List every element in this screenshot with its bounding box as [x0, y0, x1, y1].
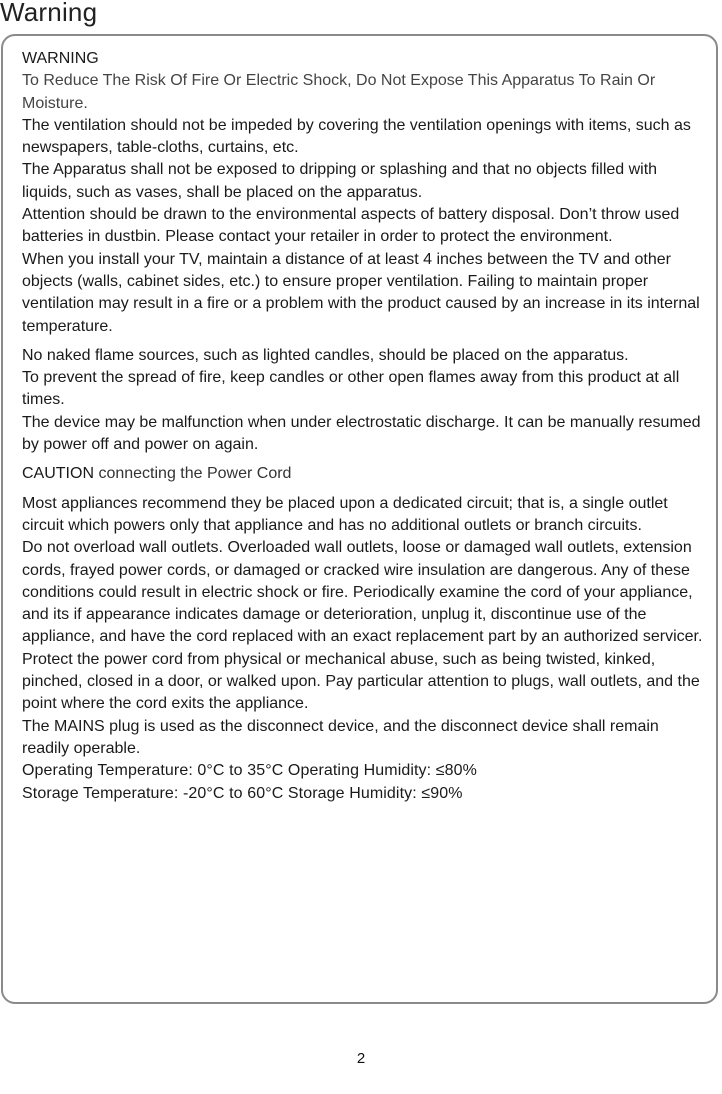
caution-heading: CAUTION	[22, 465, 94, 483]
warning-paragraph: The Apparatus shall not be exposed to dripping or splashing and that no objects filled with liquids, such as vases, shall be placed on the apparatus.	[22, 161, 658, 201]
caution-paragraph: The MAINS plug is used as the disconnect device, and the disconnect device shall remain readily operable.	[22, 717, 659, 757]
caution-paragraph: Do not overload wall outlets. Overloaded wall outlets, loose or damaged wall outlets, extension cords, frayed power cords, or damaged or cracked wire insulation are dangerous. Any of these conditions could result in electric shock or fire. Periodically examine the cord of your appliance, and its if appearance indicates damage or deterioration, unplug it, discontinue use of the appliance, and have the cord replaced with an exact replacement part by an authorized servicer. Protect the power cord from physical or mechanical abuse, such as being twisted, kinked, pinched, closed in a door, or walked upon. Pay particular attention to plugs, wall outlets, and the point where the cord exits the appliance.	[22, 539, 703, 713]
storage-conditions: Storage Temperature: -20°C to 60°C Storage Humidity: ≤90%	[22, 784, 463, 802]
page-number: 2	[356, 1050, 366, 1067]
warning-paragraph: To prevent the spread of fire, keep candles or other open flames away from this product at all times.	[22, 369, 680, 409]
operating-conditions: Operating Temperature: 0°C to 35°C Operating Humidity: ≤80%	[22, 762, 477, 780]
caution-title-line	[22, 463, 704, 485]
warning-heading: WARNING	[22, 50, 99, 67]
warning-paragraph: When you install your TV, maintain a distance of at least 4 inches between the TV and other objects (walls, cabinet sides, etc.) to ensure proper ventilation. Failing to maintain proper ventilation may result in a fire or a problem with the product caused by an increase in its internal temperature.	[22, 250, 700, 335]
caution-paragraph: Most appliances recommend they be placed upon a dedicated circuit; that is, a single outlet circuit which powers only that appliance and has no additional outlets or branch circuits.	[22, 494, 668, 534]
warning-paragraph: The device may be malfunction when under electrostatic discharge. It can be manually resumed by power off and power on again.	[22, 413, 701, 454]
page-title: Warning	[0, 0, 98, 27]
caution-subheading: connecting the Power Cord	[98, 465, 292, 483]
warning-paragraph: Attention should be drawn to the environmental aspects of battery disposal. Don’t throw used batteries in dustbin. Please contact your retailer in order to protect the environment.	[22, 206, 680, 246]
warning-paragraph: To Reduce The Risk Of Fire Or Electric Shock, Do Not Expose This Apparatus To Rain Or Moisture.	[22, 72, 656, 112]
warning-paragraph: The ventilation should not be impeded by covering the ventilation openings with items, such as newspapers, table-cloths, curtains, etc.	[22, 116, 691, 157]
warning-paragraph: No naked flame sources, such as lighted candles, should be placed on the apparatus.	[22, 346, 629, 364]
warning-content	[22, 48, 704, 805]
